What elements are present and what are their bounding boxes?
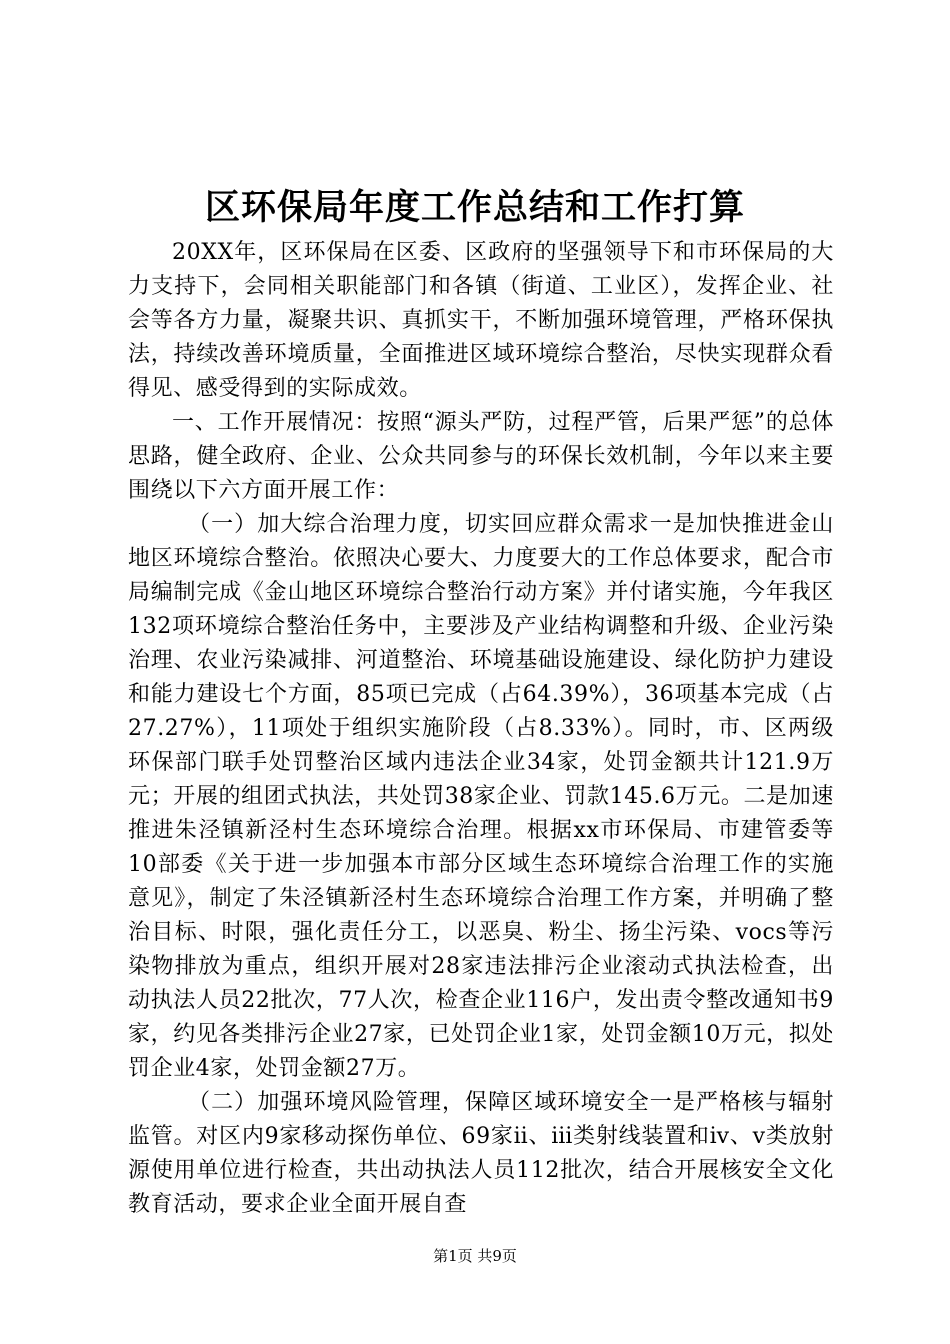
- document-title: 区环保局年度工作总结和工作打算: [204, 187, 745, 228]
- paragraph-subsection-two: （二）加强环境风险管理，保障区域环境安全一是严格核与辐射监管。对区内9家移动探伤单位、69家ⅱ、ⅲ类射线装置和ⅳ、ⅴ类放射源使用单位进行检查，共出动执法人员112批次，结合开展核安全文化教育活动，要求企业全面开展自查: [128, 1090, 834, 1217]
- document-body: [128, 236, 834, 1222]
- paragraph-subsection-one: （一）加大综合治理力度，切实回应群众需求一是加快推进金山地区环境综合整治。依照决心要大、力度要大的工作总体要求，配合市局编制完成《金山地区环境综合整治行动方案》并付诸实施，今年我区132项环境综合整治任务中，主要涉及产业结构调整和升级、企业污染治理、农业污染减排、河道整治、环境基础设施建设、绿化防护力建设和能力建设七个方面，85项已完成（占64.39%），36项基本完成（占27.27%），11项处于组织实施阶段（占8.33%）。同时，市、区两级环保部门联手处罚整治区域内违法企业34家，处罚金额共计121.9万元；开展的组团式执法，共处罚38家企业、罚款145.6万元。二是加速推进朱泾镇新泾村生态环境综合治理。根据xx市环保局、市建管委等10部委《关于进一步加强本市部分区域生态环境综合治理工作的实施意见》，制定了朱泾镇新泾村生态环境综合治理工作方案，并明确了整治目标、时限，强化责任分工，以恶臭、粉尘、扬尘污染、vocs等污染物排放为重点，组织开展对28家违法排污企业滚动式执法检查，出动执法人员22批次，77人次，检查企业116户，发出责令整改通知书9家，约见各类排污企业27家，已处罚企业1家，处罚金额10万元，拟处罚企业4家，处罚金额27万。: [128, 512, 834, 1081]
- paragraph-intro: 20XX年，区环保局在区委、区政府的坚强领导下和市环保局的大力支持下，会同相关职能部门和各镇（街道、工业区），发挥企业、社会等各方力量，凝聚共识、真抓实干，不断加强环境管理，严格环保执法，持续改善环境质量，全面推进区域环境综合整治，尽快实现群众看得见、感受得到的实际成效。: [128, 240, 834, 401]
- paragraph-section-one: 一、工作开展情况：按照“源头严防，过程严管，后果严惩”的总体思路，健全政府、企业、公众共同参与的环保长效机制，今年以来主要围绕以下六方面开展工作：: [128, 410, 834, 503]
- page-number: 第1页 共9页: [433, 1247, 517, 1265]
